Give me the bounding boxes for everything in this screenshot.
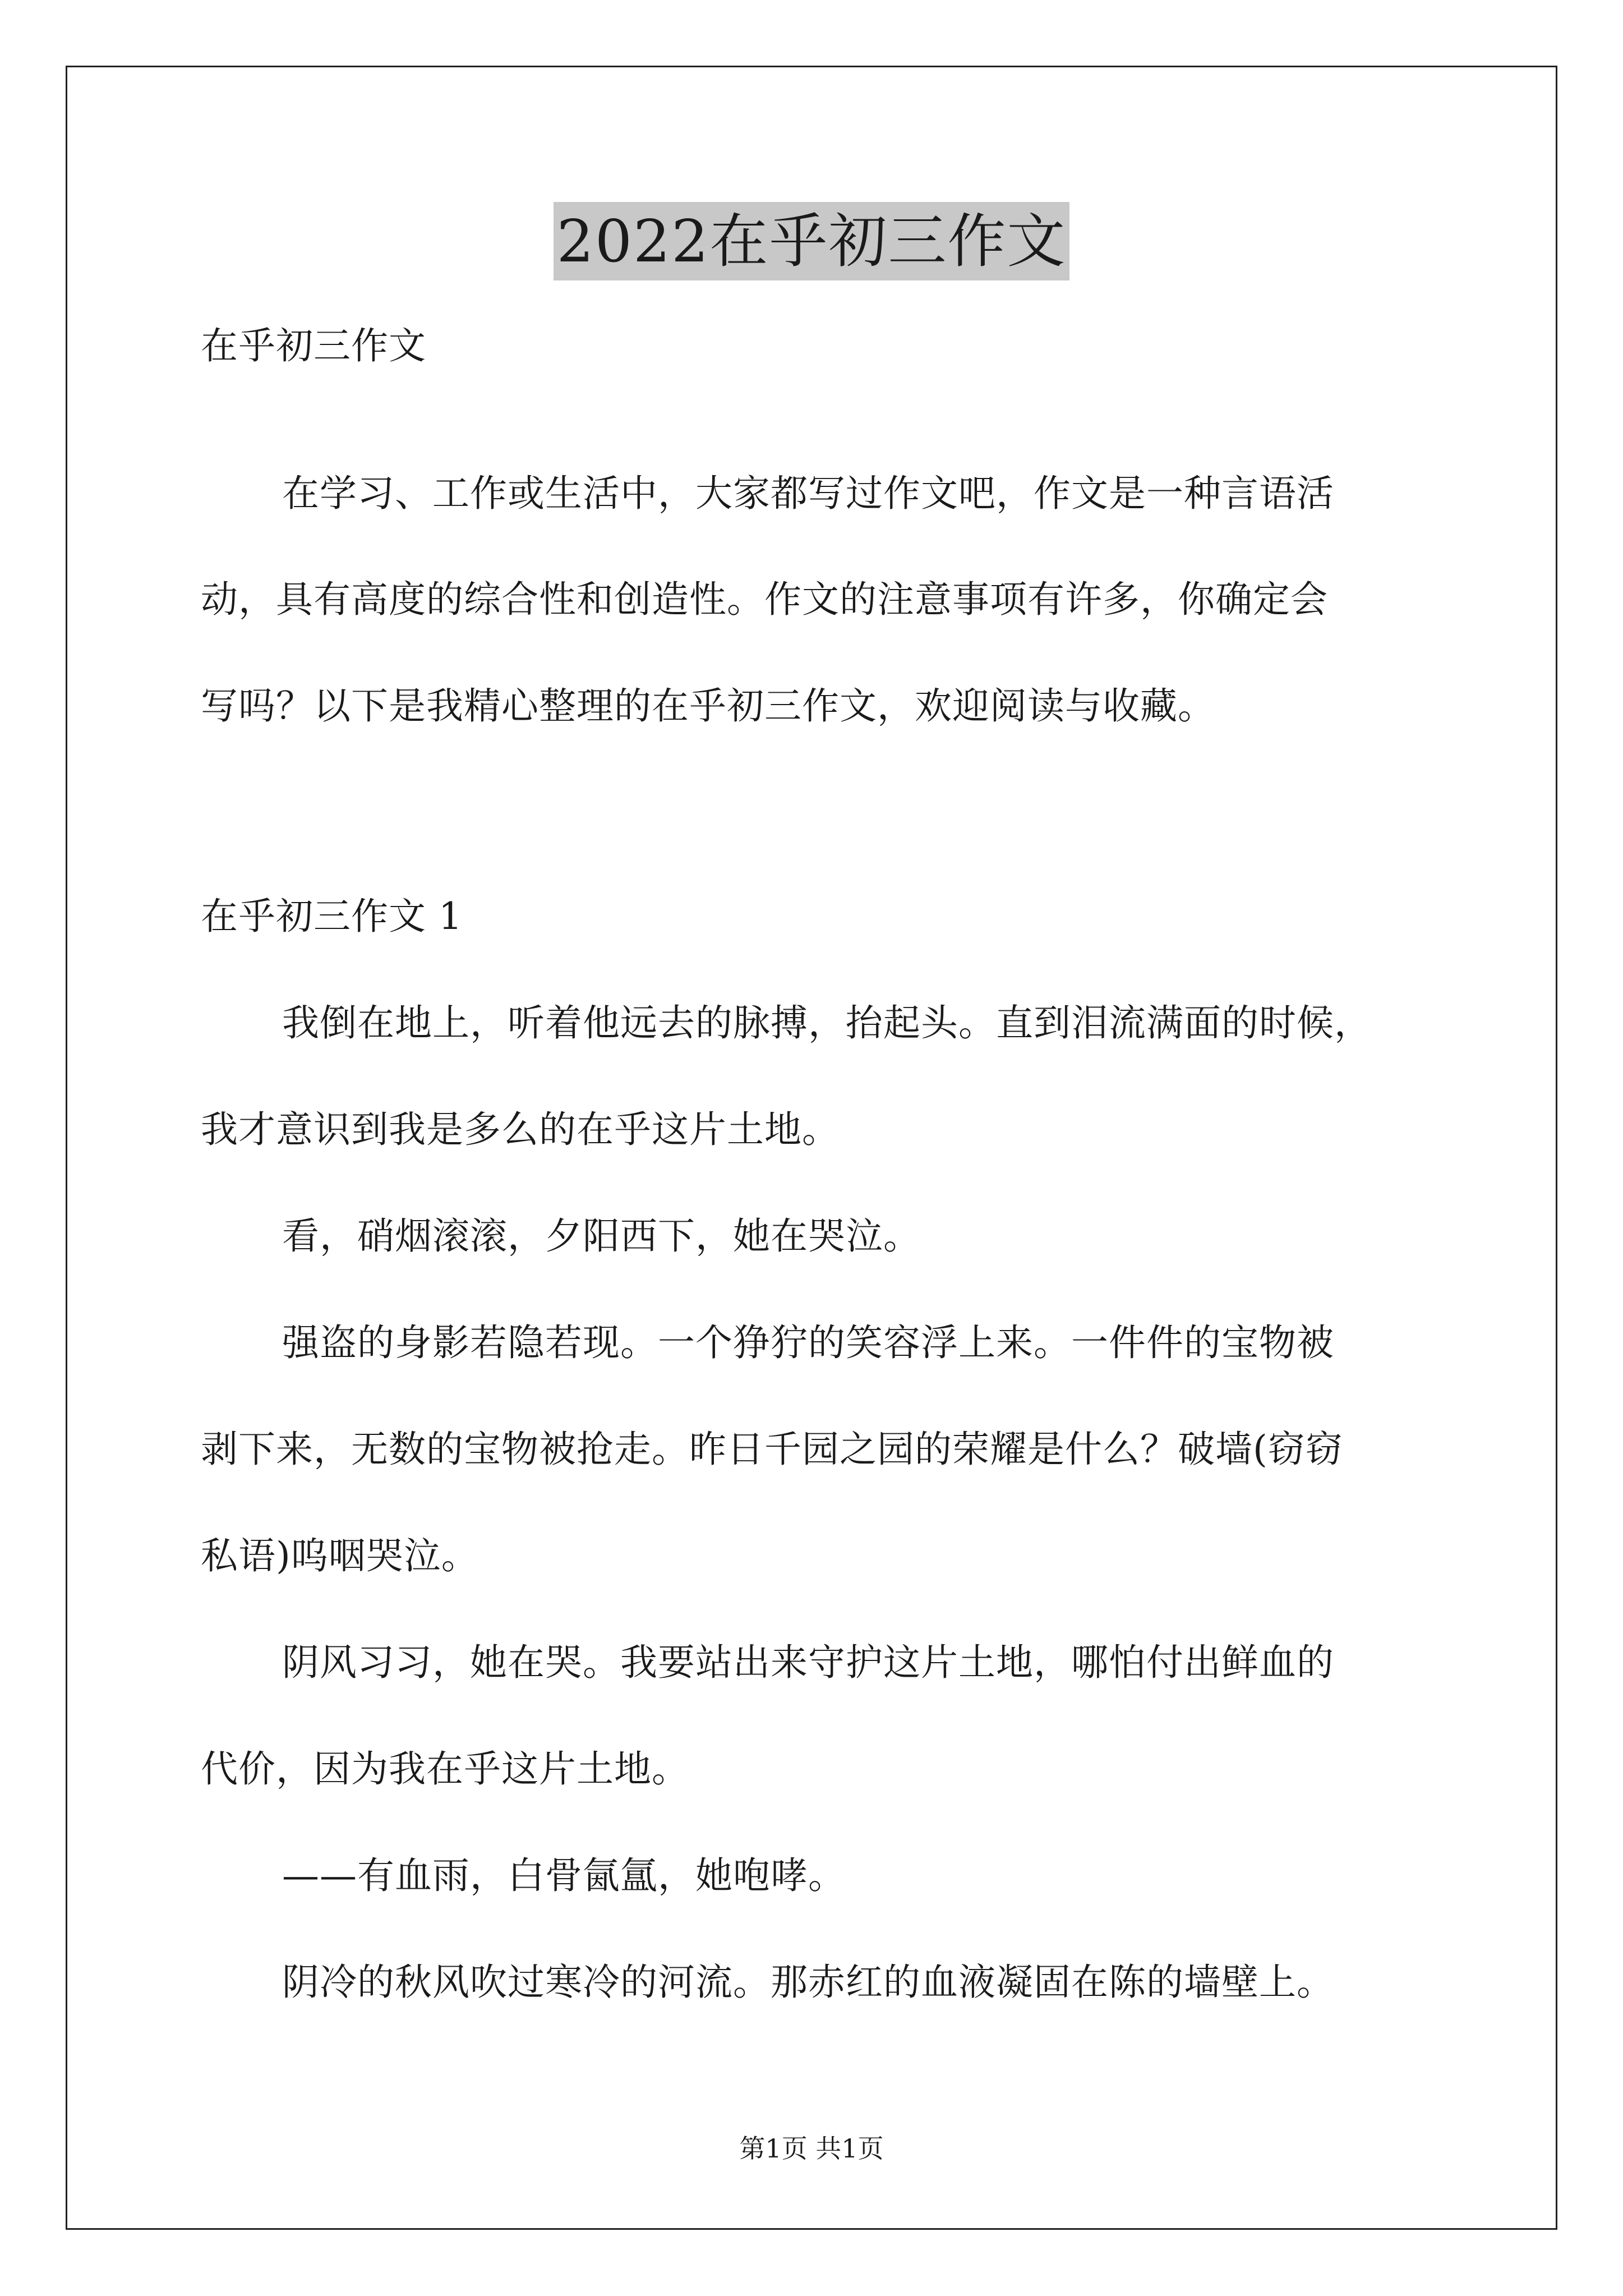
paragraph-line: 看，硝烟滚滚，夕阳西下，她在哭泣。 <box>282 1214 921 1258</box>
intro-line: 写吗？以下是我精心整理的在乎初三作文，欢迎阅读与收藏。 <box>201 684 1215 728</box>
paragraph-line: 阴冷的秋风吹过寒冷的河流。那赤红的血液凝固在陈的墙壁上。 <box>282 1961 1334 2004</box>
paragraph-line: 我倒在地上，听着他远去的脉搏，抬起头。直到泪流满面的时候， <box>282 1001 1372 1045</box>
document-title: 2022在乎初三作文 <box>554 202 1070 280</box>
paragraph-line: 阴风习习，她在哭。我要站出来守护这片土地，哪怕付出鲜血的 <box>282 1641 1334 1684</box>
intro-line: 动，具有高度的综合性和创造性。作文的注意事项有许多，你确定会 <box>201 578 1328 621</box>
subtitle: 在乎初三作文 <box>201 324 426 367</box>
paragraph-line: 我才意识到我是多么的在乎这片土地。 <box>201 1108 840 1151</box>
paragraph-line: 剥下来，无数的宝物被抢走。昨日千园之园的荣耀是什么？破墙(窃窃 <box>201 1428 1343 1471</box>
section-heading: 在乎初三作文 1 <box>201 895 463 938</box>
paragraph-line: 代价，因为我在乎这片土地。 <box>201 1747 689 1791</box>
paragraph-line: 强盗的身影若隐若现。一个狰狞的笑容浮上来。一件件的宝物被 <box>282 1321 1334 1364</box>
title-block <box>0 202 1623 280</box>
paragraph-line: 私语)呜咽哭泣。 <box>201 1534 479 1577</box>
intro-line: 在学习、工作或生活中，大家都写过作文吧，作文是一种言语活 <box>282 472 1334 515</box>
page-footer: 第1页 共1页 <box>739 2133 884 2164</box>
paragraph-line: ——有血雨，白骨氤氲，她咆哮。 <box>282 1854 846 1897</box>
